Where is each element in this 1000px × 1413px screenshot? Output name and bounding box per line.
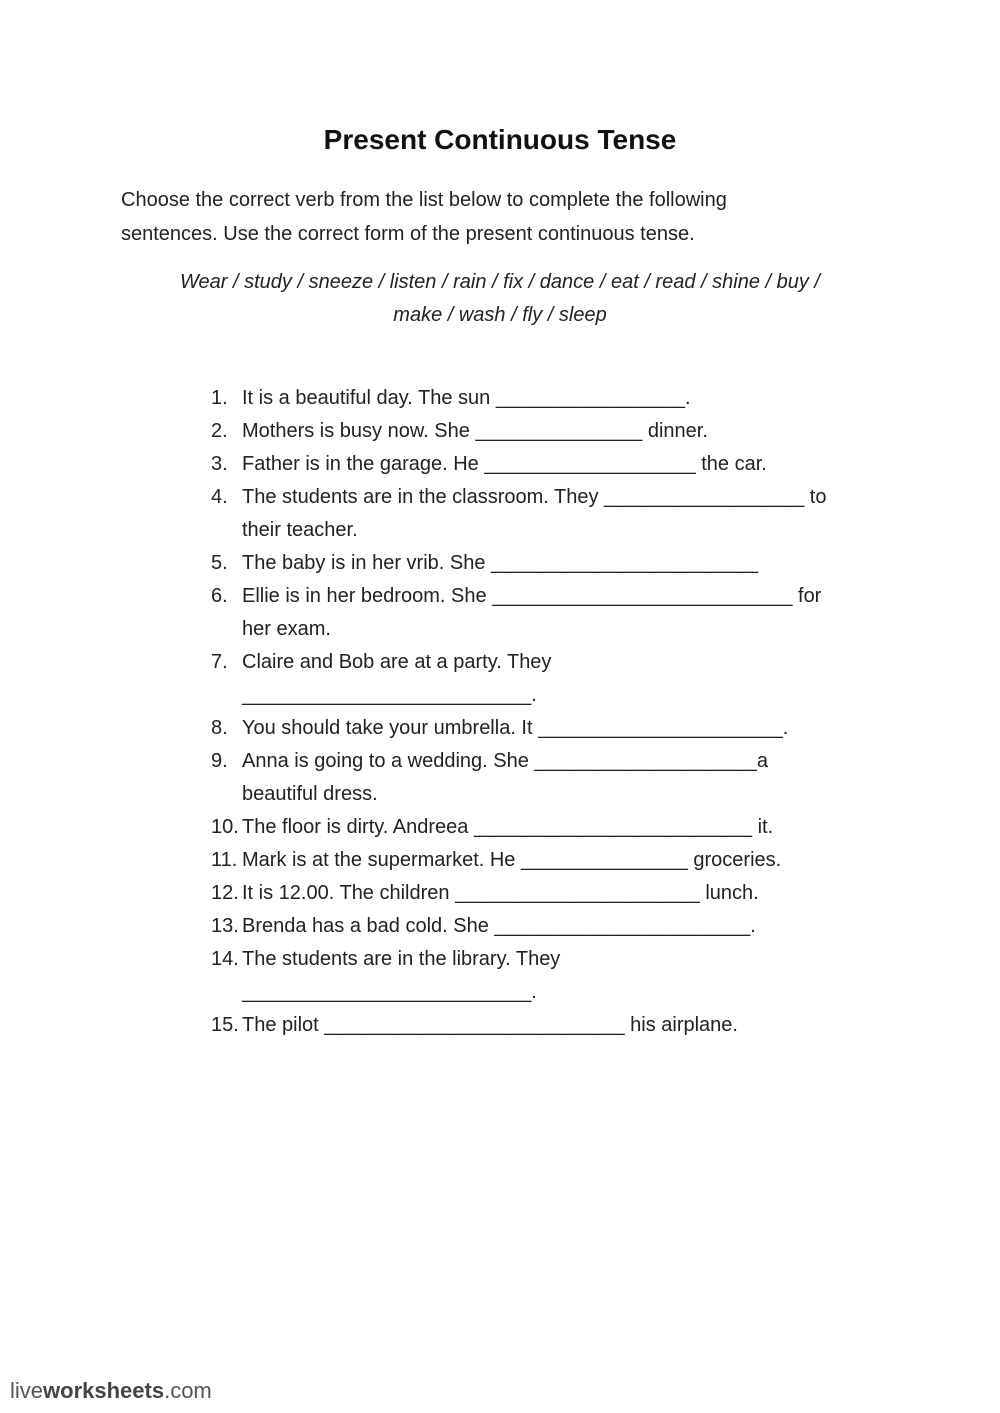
liveworksheets-logo bbox=[10, 1378, 212, 1404]
instructions-line-2: sentences. Use the correct form of the present continuous tense. bbox=[121, 223, 695, 245]
item-number: 1. bbox=[211, 387, 228, 409]
brand-bold: worksheets bbox=[43, 1378, 165, 1403]
item-number: 10. bbox=[211, 816, 239, 838]
item-number: 11. bbox=[211, 849, 238, 871]
item-sentence: Claire and Bob are at a party. They bbox=[242, 651, 552, 673]
item-sentence: The floor is dirty. Andreea _________________________ it. bbox=[242, 816, 774, 838]
item-number: 8. bbox=[211, 717, 228, 739]
item-number: 4. bbox=[211, 486, 228, 508]
item-number: 9. bbox=[211, 750, 228, 772]
item-sentence: The students are in the classroom. They __________________ to bbox=[242, 486, 827, 508]
item-number: 14. bbox=[211, 948, 239, 970]
item-sentence: It is a beautiful day. The sun _________________. bbox=[242, 387, 691, 409]
item-sentence: Ellie is in her bedroom. She ___________________________ for bbox=[242, 585, 822, 607]
item-sentence-continued: their teacher. bbox=[242, 519, 358, 541]
worksheet-title: Present Continuous Tense bbox=[323, 124, 677, 155]
item-sentence-continued: beautiful dress. bbox=[242, 783, 378, 805]
item-sentence-continued: her exam. bbox=[242, 618, 331, 640]
item-number: 6. bbox=[211, 585, 228, 607]
item-sentence-continued: __________________________. bbox=[242, 684, 537, 706]
item-number: 2. bbox=[211, 420, 228, 442]
item-sentence: The baby is in her vrib. She ________________________ bbox=[242, 552, 758, 574]
item-sentence: Mothers is busy now. She _______________ dinner. bbox=[242, 420, 708, 442]
item-sentence: Brenda has a bad cold. She _______________________. bbox=[242, 915, 756, 937]
item-sentence: Anna is going to a wedding. She ____________________a bbox=[242, 750, 769, 772]
verb-list-line-1: Wear / study / sneeze / listen / rain / fix / dance / eat / read / shine / buy / bbox=[180, 271, 820, 293]
item-number: 7. bbox=[211, 651, 228, 673]
item-sentence: The students are in the library. They bbox=[242, 948, 561, 970]
item-sentence: You should take your umbrella. It ______________________. bbox=[242, 717, 789, 739]
brand-prefix: live bbox=[10, 1378, 44, 1403]
item-sentence: Father is in the garage. He ___________________ the car. bbox=[242, 453, 767, 475]
item-sentence: Mark is at the supermarket. He _______________ groceries. bbox=[242, 849, 782, 871]
item-sentence: It is 12.00. The children ______________________ lunch. bbox=[242, 882, 759, 904]
verb-list-line-2: make / wash / fly / sleep bbox=[393, 304, 607, 326]
item-number: 5. bbox=[211, 552, 228, 574]
item-number: 12. bbox=[211, 882, 239, 904]
item-sentence: The pilot ___________________________ his airplane. bbox=[242, 1014, 738, 1036]
item-number: 15. bbox=[211, 1014, 239, 1036]
item-number: 13. bbox=[211, 915, 239, 937]
item-sentence-continued: __________________________. bbox=[242, 981, 537, 1003]
item-number: 3. bbox=[211, 453, 228, 475]
brand-suffix: .com bbox=[164, 1378, 212, 1403]
instructions-line-1: Choose the correct verb from the list below to complete the following bbox=[121, 189, 727, 211]
